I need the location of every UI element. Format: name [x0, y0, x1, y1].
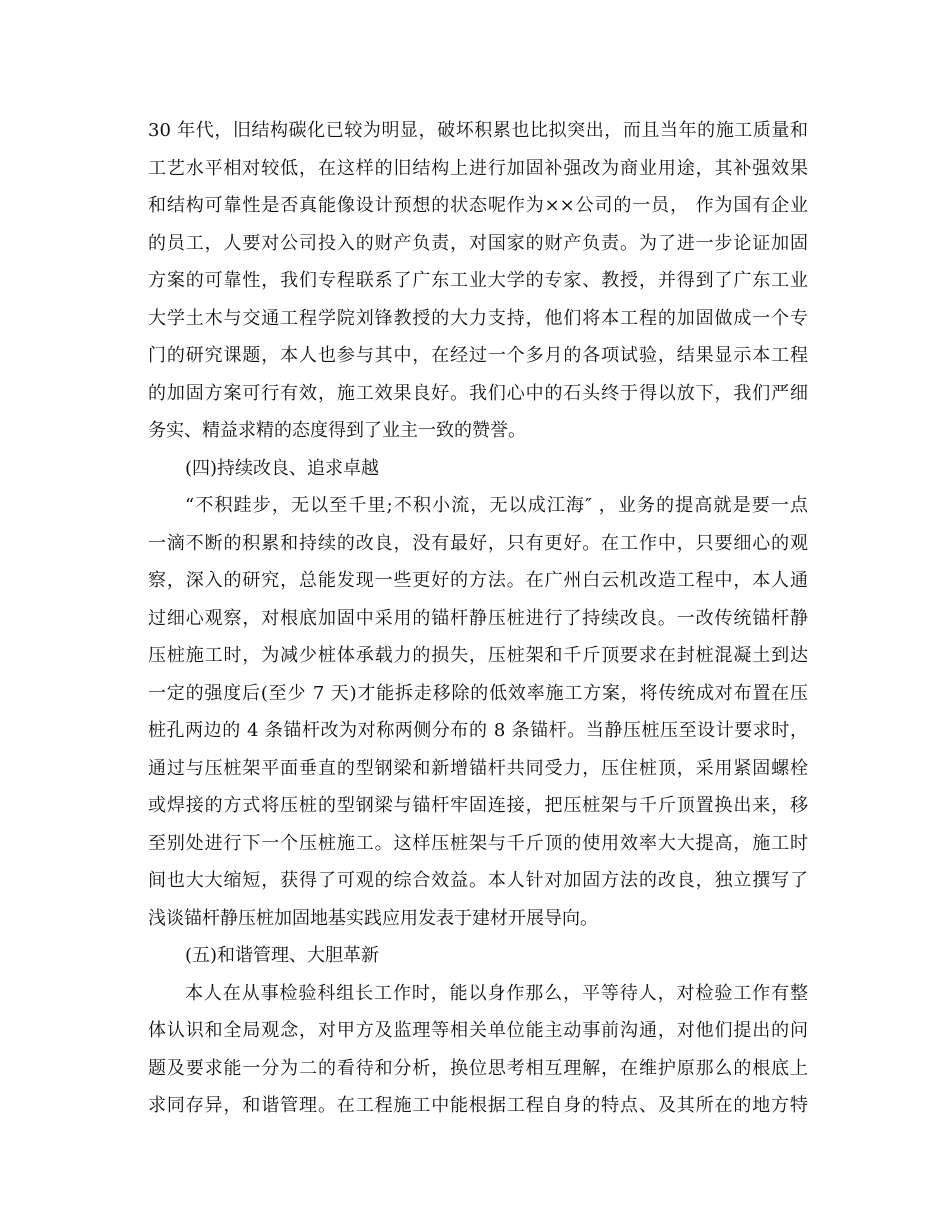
- text-line: 间也大大缩短，获得了可观的综合效益。本人针对加固方法的改良，独立撰写了: [148, 870, 808, 891]
- text-line: 一滴不断的积累和持续的改良，没有最好，只有更好。在工作中，只要细心的观: [148, 532, 808, 554]
- text-line: 过细心观察，对根底加固中采用的锚杆静压桩进行了持续改良。一改传统锚杆静: [148, 607, 808, 629]
- text-line: 工艺水平相对较低，在这样的旧结构上进行加固补强改为商业用途，其补强效果: [148, 157, 808, 179]
- section-heading-5: (五)和谐管理、大胆革新: [185, 945, 380, 966]
- section-heading-4: (四)持续改良、追求卓越: [185, 457, 380, 479]
- text-line: 务实、精益求精的态度得到了业主一致的赞誉。: [148, 420, 526, 441]
- text-line: 通过与压桩架平面垂直的型钢梁和新增锚杆共同受力，压住桩顶，采用紧固螺栓: [148, 757, 808, 779]
- document-body: [148, 112, 808, 1125]
- text-line: 和结构可靠性是否真能像设计预想的状态呢作为××公司的一员， 作为国有企业: [148, 195, 808, 216]
- text-line: 30 年代，旧结构碳化已较为明显，破坏积累也比拟突出，而且当年的施工质量和: [148, 120, 808, 141]
- text-line: 浅谈锚杆静压桩加固地基实践应用发表于建材开展导向。: [148, 907, 598, 929]
- text-line: 体认识和全局观念，对甲方及监理等相关单位能主动事前沟通，对他们提出的问: [148, 1020, 808, 1041]
- text-line: 门的研究课题，本人也参与其中，在经过一个多月的各项试验，结果显示本工程: [148, 345, 808, 366]
- text-line: 方案的可靠性，我们专程联系了广东工业大学的专家、教授，并得到了广东工业: [148, 270, 808, 291]
- text-line: 桩孔两边的 4 条锚杆改为对称两侧分布的 8 条锚杆。当静压桩压至设计要求时，: [148, 720, 808, 741]
- text-line: 求同存异，和谐管理。在工程施工中能根据工程自身的特点、及其所在的地方特: [148, 1095, 808, 1116]
- text-line: 的员工，人要对公司投入的财产负责，对国家的财产负责。为了进一步论证加固: [148, 232, 808, 254]
- text-line: 压桩施工时，为减少桩体承载力的损失，压桩架和千斤顶要求在封桩混凝土到达: [148, 645, 808, 666]
- text-line: 大学土木与交通工程学院刘锋教授的大力支持，他们将本工程的加固做成一个专: [148, 307, 808, 329]
- text-line: 察，深入的研究，总能发现一些更好的方法。在广州白云机改造工程中，本人通: [148, 570, 808, 591]
- text-line: 的加固方案可行有效，施工效果良好。我们心中的石头终于得以放下，我们严细: [148, 382, 808, 404]
- text-line: 或焊接的方式将压桩的型钢梁与锚杆牢固连接，把压桩架与千斤顶置换出来，移: [148, 795, 808, 816]
- text-line: “不积跬步，无以至千里;不积小流，无以成江海″ ，业务的提高就是要一点: [185, 495, 808, 516]
- text-line: 一定的强度后(至少 7 天)才能拆走移除的低效率施工方案，将传统成对布置在压: [148, 682, 808, 704]
- text-line: 题及要求能一分为二的看待和分析，换位思考相互理解，在维护原那么的根底上: [148, 1057, 808, 1079]
- text-line: 至别处进行下一个压桩施工。这样压桩架与千斤顶的使用效率大大提高，施工时: [148, 832, 808, 854]
- text-line: 本人在从事检验科组长工作时，能以身作那么，平等待人，对检验工作有整: [185, 982, 808, 1004]
